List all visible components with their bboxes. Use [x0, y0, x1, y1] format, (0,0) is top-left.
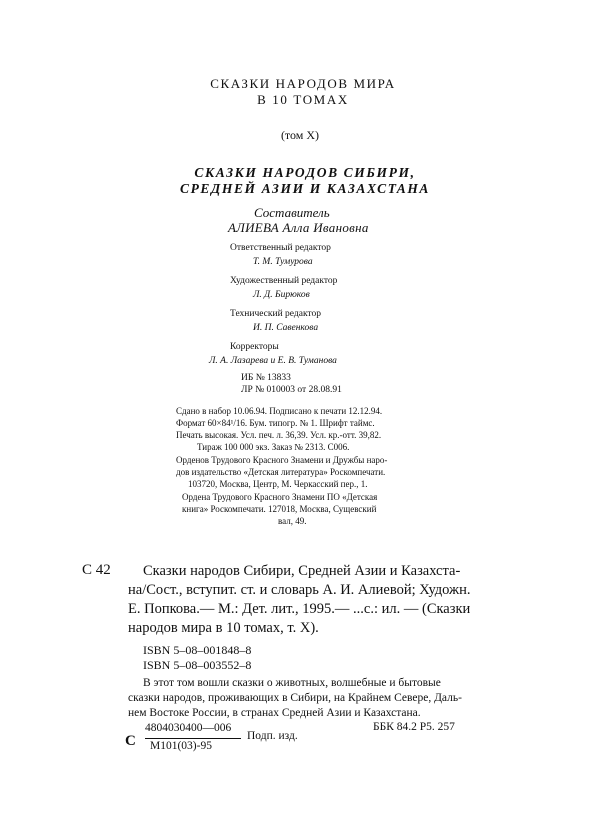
- imprint-line3: Печать высокая. Усл. печ. л. 36,39. Усл. кр.-отт. 39,82.: [176, 430, 382, 440]
- fraction-line: [145, 738, 241, 739]
- book-title-line2: СРЕДНЕЙ АЗИИ И КАЗАХСТАНА: [179, 181, 431, 196]
- book-title-line1: СКАЗКИ НАРОДОВ СИБИРИ,: [194, 165, 416, 180]
- lr-number: ЛР № 010003 от 28.08.91: [241, 385, 342, 395]
- compiler-role: Составитель: [254, 205, 330, 220]
- bbk-index: ББК 84.2 Р5. 257: [373, 721, 455, 733]
- credit-name-tech-editor: И. П. Савенкова: [253, 323, 319, 333]
- compiler-name: АЛИЕВА Алла Ивановна: [228, 220, 369, 235]
- credit-name-editor: Т. М. Тумурова: [253, 257, 313, 267]
- printer-line2: книга» Роскомпечати. 127018, Москва, Сущевский: [182, 504, 377, 514]
- series-title: СКАЗКИ НАРОДОВ МИРА: [210, 76, 396, 91]
- ib-number: ИБ № 13833: [241, 373, 291, 383]
- imprint-line1: Сдано в набор 10.06.94. Подписано к печати 12.12.94.: [176, 406, 383, 416]
- publisher-line3: 103720, Москва, Центр, М. Черкасский пер., 1.: [188, 479, 368, 489]
- index-numerator: 4804030400—006: [145, 722, 232, 734]
- credit-role-tech-editor: Технический редактор: [230, 309, 321, 319]
- catalog-line4: народов мира в 10 томах, т. Х).: [128, 620, 319, 636]
- credit-role-proofreaders: Корректоры: [230, 342, 279, 352]
- credit-name-art-editor: Л. Д. Бирюков: [253, 290, 310, 300]
- subscription-note: Подп. изд.: [247, 730, 298, 742]
- catalog-code: С 42: [82, 562, 111, 578]
- imprint-line4: Тираж 100 000 экз. Заказ № 2313. С006.: [197, 442, 350, 452]
- catalog-line1: Сказки народов Сибири, Средней Азии и Казахста-: [143, 563, 461, 579]
- index-letter: С: [125, 733, 136, 749]
- catalog-line3: Е. Попкова.— М.: Дет. лит., 1995.— ...с.: ил. — (Сказки: [128, 601, 471, 617]
- isbn-1: ISBN 5–08–001848–8: [143, 643, 252, 657]
- volume-label: (том X): [280, 128, 320, 142]
- catalog-line2: на/Сост., вступит. ст. и словарь А. И. Алиевой; Художн.: [128, 582, 471, 598]
- index-denominator: М101(03)-95: [150, 740, 212, 752]
- credit-role-art-editor: Художественный редактор: [230, 276, 338, 286]
- imprint-line2: Формат 60×84¹/16. Бум. типогр. № 1. Шрифт таймс.: [176, 418, 375, 428]
- annotation-line3: нем Востоке России, в странах Средней Азии и Казахстана.: [128, 707, 421, 719]
- credit-name-proofreaders: Л. А. Лазарева и Е. В. Туманова: [209, 356, 337, 366]
- credit-role-editor: Ответственный редактор: [230, 243, 331, 253]
- publisher-line1: Орденов Трудового Красного Знамени и Дружбы наро-: [176, 455, 388, 465]
- series-subtitle: В 10 ТОМАХ: [257, 92, 349, 107]
- printer-line1: Ордена Трудового Красного Знамени ПО «Детская: [182, 492, 378, 502]
- publisher-line2: дов издательство «Детская литература» Роскомпечати.: [176, 467, 386, 477]
- printer-line3: вал, 49.: [278, 516, 307, 526]
- annotation-line1: В этот том вошли сказки о животных, волшебные и бытовые: [143, 677, 441, 689]
- isbn-2: ISBN 5–08–003552–8: [143, 658, 252, 672]
- annotation-line2: сказки народов, проживающих в Сибири, на Крайнем Севере, Даль-: [128, 692, 462, 704]
